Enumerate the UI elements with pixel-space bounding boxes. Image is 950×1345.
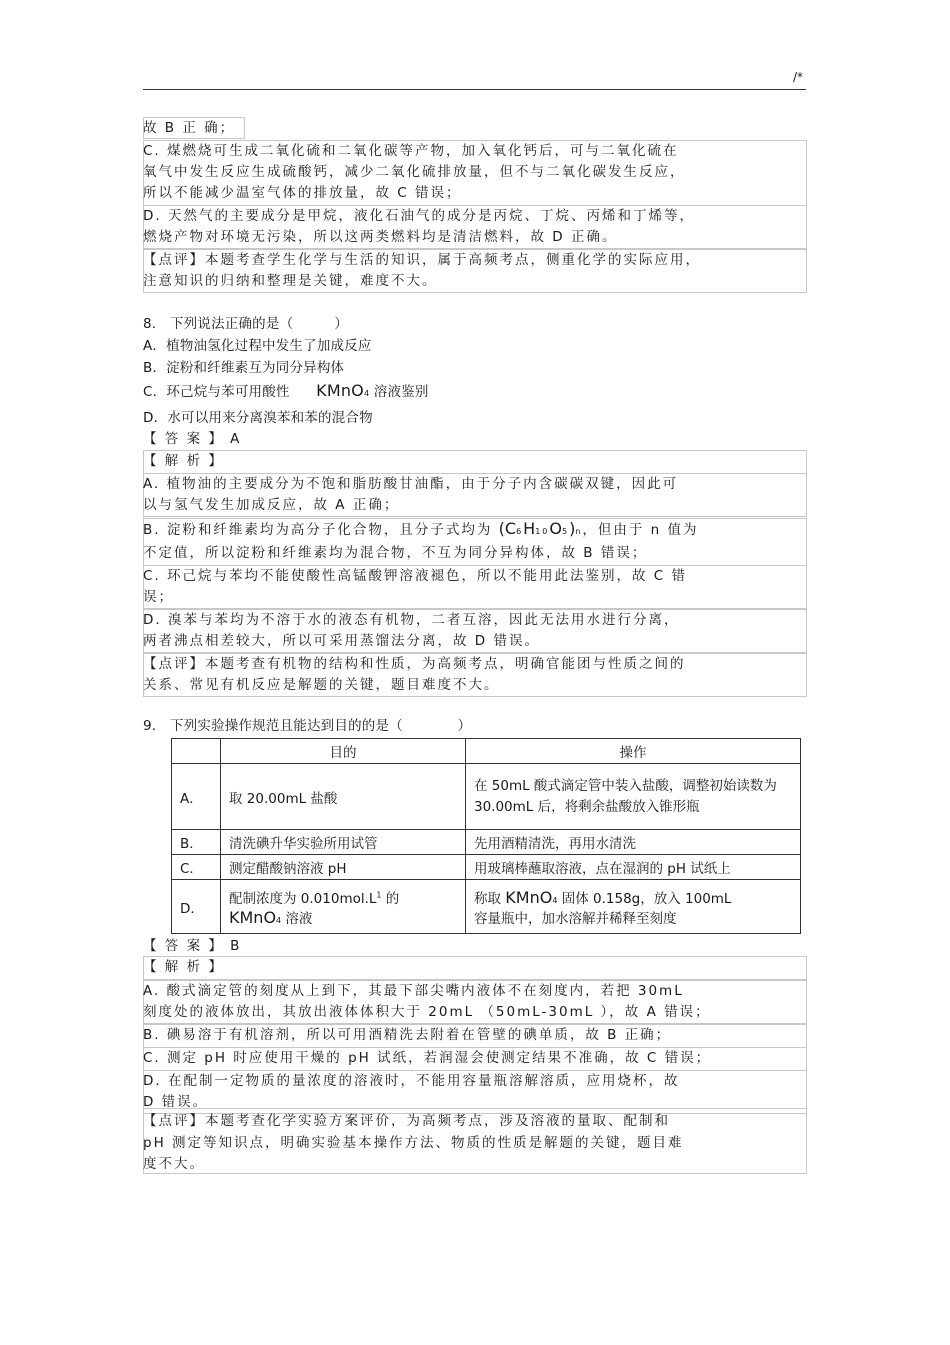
text-line: pH 测定等知识点，明确实验基本操作方法、物质的性质是解题的关键，题目难: [143, 1135, 684, 1151]
text-line: 【点评】本题考查有机物的结构和性质，为高频考点，明确官能团与性质之间的: [143, 656, 686, 672]
header-cell: [172, 739, 221, 764]
row-label: D．: [172, 880, 221, 934]
option-c-text: C．环己烷与苯可用酸性: [143, 384, 290, 400]
text-line: 所以不能减少温室气体的排放量，故 C 错误；: [143, 185, 462, 201]
answer-label: 【 答 案 】 A: [143, 431, 242, 447]
operation-cell: 用玻璃棒蘸取溶液，点在湿润的 pH 试纸上: [466, 855, 801, 880]
subscript: 4: [276, 915, 282, 925]
text-line: 刻度处的液体放出，其放出液体体积大于 20mL （50mL-30mL ），故 A 错误；: [143, 1004, 711, 1020]
text-line: C. 测定 pH 时应使用干燥的 pH 试纸，若润湿会使测定结果不准确，故 C 错误；: [143, 1050, 712, 1066]
table-header-row: [172, 739, 801, 764]
table-row: [172, 830, 801, 855]
formula: ): [569, 519, 576, 538]
option-a: A．植物油氢化过程中发生了加成反应: [143, 338, 372, 354]
answer-label: 【 答 案 】 B: [143, 938, 242, 954]
analysis-label: 【 解 析 】: [143, 959, 224, 975]
text-line: 两者沸点相差较大，所以可采用蒸馏法分离，故 D 错误。: [143, 633, 540, 649]
text-line: 注意知识的归纳和整理是关键，难度不大。: [143, 273, 438, 289]
text-span: ，但由于 n 值为: [582, 522, 699, 538]
goal-cell: 清洗碘升华实验所用试管: [221, 830, 466, 855]
goal-cell: 测定醋酸钠溶液 pH: [221, 855, 466, 880]
text-line: D. 天然气的主要成分是甲烷，液化石油气的成分是丙烷、丁烷、丙烯和丁烯等，: [143, 208, 695, 224]
subscript: 4: [552, 895, 558, 905]
goal-text: 的: [381, 890, 400, 907]
operations-table: [171, 738, 801, 934]
subscript: 4: [363, 389, 370, 398]
text-line: D 错误。: [143, 1094, 209, 1110]
operation-cell: [466, 880, 801, 934]
text-line: C. 煤燃烧可生成二氧化硫和二氧化碳等产物，加入氧化钙后，可与二氧化硫在: [143, 143, 679, 159]
row-label: A．: [172, 764, 221, 830]
row-label: C．: [172, 855, 221, 880]
operation-cell: 先用酒精清洗，再用水清洗: [466, 830, 801, 855]
superscript: 1: [376, 890, 382, 899]
fragment-frame: [143, 450, 807, 474]
op-text: 容量瓶中，加水溶解并稀释至刻度: [474, 910, 677, 927]
operation-cell: 在 50mL 酸式滴定管中装入盐酸，调整初始读数为 30.00mL 后，将剩余盐酸放入锥形瓶: [466, 764, 801, 830]
formula: (C: [498, 519, 517, 538]
question-8: 8. 下列说法正确的是（ ）: [143, 316, 349, 332]
text-line: A. 酸式滴定管的刻度从上到下，其最下部尖嘴内液体不在刻度内，若把 30mL: [143, 983, 684, 999]
fragment-frame: [143, 956, 807, 980]
text-line: 氧气中发生反应生成硫酸钙，减少二氧化硫排放量，但不与二氧化碳发生反应，: [143, 164, 686, 180]
header-mark: /*: [793, 70, 804, 84]
formula-kmno4: KMnO: [229, 907, 277, 927]
text-line: A. 植物油的主要成分为不饱和脂肪酸甘油酯，由于分子内含碳碳双键，因此可: [143, 476, 679, 492]
header-rule: [143, 89, 806, 90]
goal-cell: [221, 880, 466, 934]
text-span: B. 淀粉和纤维素均为高分子化合物，且分子式均为: [143, 522, 493, 538]
header-cell: 操作: [466, 739, 801, 764]
text-line: 【点评】本题考查学生化学与生活的知识，属于高频考点，侧重化学的实际应用，: [143, 252, 701, 268]
formula-kmno4: KMnO: [316, 381, 364, 400]
text-line: D. 在配制一定物质的量浓度的溶液时，不能用容量瓶溶解溶质，应用烧杯，故: [143, 1073, 680, 1089]
text-line: 度不大。: [143, 1156, 205, 1172]
text-line: 燃烧产物对环境无污染，所以这两类燃料均是清洁燃料，故 D 正确。: [143, 229, 618, 245]
text-line: 关系、常见有机反应是解题的关键，题目难度不大。: [143, 677, 500, 693]
option-c: [143, 381, 429, 404]
goal-text: 溶液: [281, 910, 313, 927]
subscript: 6: [516, 527, 524, 536]
formula: H: [523, 519, 536, 538]
text-line: 以与氢气发生加成反应，故 A 正确；: [143, 497, 400, 513]
text-line: B. 碘易溶于有机溶剂，所以可用酒精洗去附着在管壁的碘单质，故 B 正确；: [143, 1027, 672, 1043]
table-row: [172, 764, 801, 830]
question-9: 9. 下列实验操作规范且能达到目的的是（ ）: [143, 718, 472, 734]
text-line: 误；: [143, 589, 174, 605]
goal-text: 配制浓度为 0.010mol.L: [229, 890, 377, 907]
op-text: 称取: [474, 890, 506, 907]
option-d: D．水可以用来分离溴苯和苯的混合物: [143, 410, 373, 426]
subscript: n: [575, 527, 583, 536]
header-cell: 目的: [221, 739, 466, 764]
text-line: D. 溴苯与苯均为不溶于水的液态有机物，二者互溶，因此无法用水进行分离，: [143, 612, 680, 628]
text-line: 不定值，所以淀粉和纤维素均为混合物，不互为同分异构体，故 B 错误；: [143, 545, 648, 561]
row-label: B．: [172, 830, 221, 855]
formula-kmno4: KMnO: [505, 887, 553, 907]
formula: O: [549, 519, 562, 538]
text-line: C. 环己烷与苯均不能使酸性高锰酸钾溶液褪色，所以不能用此法鉴别，故 C 错: [143, 568, 688, 584]
analysis-label: 【 解 析 】: [143, 453, 224, 469]
option-b: B．淀粉和纤维素互为同分异构体: [143, 360, 345, 376]
text-line: [143, 519, 699, 542]
op-text: 固体 0.158g，放入 100mL: [557, 890, 732, 907]
text-line: 故 B 正 确；: [143, 120, 236, 136]
option-c-text: 溶液鉴别: [369, 384, 429, 400]
subscript: 10: [535, 527, 550, 536]
table-row: [172, 855, 801, 880]
subscript: 5: [561, 527, 570, 536]
goal-cell: 取 20.00mL 盐酸: [221, 764, 466, 830]
text-line: 【点评】本题考查化学实验方案评价，为高频考点，涉及溶液的量取、配制和: [143, 1113, 670, 1129]
table-row: [172, 880, 801, 934]
